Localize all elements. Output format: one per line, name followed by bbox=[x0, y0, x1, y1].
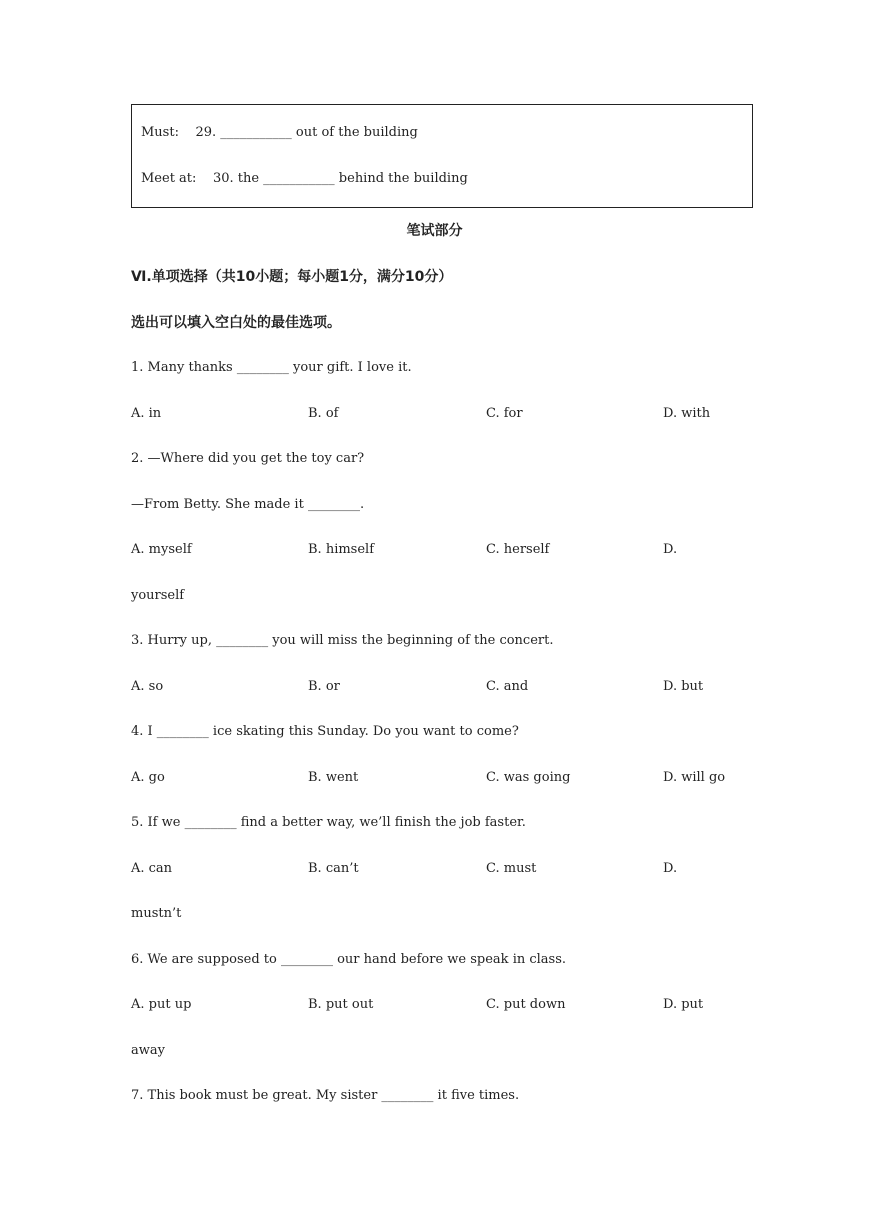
question-6-option-b: B. put out bbox=[308, 997, 374, 1012]
question-3-option-c: C. and bbox=[486, 679, 529, 694]
question-1-option-d: D. with bbox=[663, 406, 711, 421]
question-5-option-a: A. can bbox=[131, 861, 173, 876]
question-2-option-c: C. herself bbox=[486, 542, 550, 557]
question-2-option-d-continued: yourself bbox=[131, 588, 185, 603]
question-2-option-b: B. himself bbox=[308, 542, 375, 557]
question-2-option-d: D. bbox=[663, 542, 678, 557]
instruction: 选出可以填入空白处的最佳选项。 bbox=[131, 315, 341, 331]
question-3-stem: 3. Hurry up, ________ you will miss the beginning of the concert. bbox=[131, 633, 554, 648]
box-row-must: Must: 29. ___________ out of the building bbox=[141, 125, 418, 140]
question-3-option-a: A. so bbox=[131, 679, 164, 694]
question-1-option-a: A. in bbox=[131, 406, 162, 421]
question-5-option-d-continued: mustn’t bbox=[131, 906, 182, 921]
answer-box bbox=[131, 104, 753, 208]
question-1-option-b: B. of bbox=[308, 406, 339, 421]
question-3-option-d: D. but bbox=[663, 679, 704, 694]
question-4-option-a: A. go bbox=[131, 770, 165, 785]
question-7-stem: 7. This book must be great. My sister ________ it five times. bbox=[131, 1088, 520, 1103]
question-6-stem: 6. We are supposed to ________ our hand before we speak in class. bbox=[131, 952, 567, 967]
question-4-option-c: C. was going bbox=[486, 770, 571, 785]
question-4-option-b: B. went bbox=[308, 770, 359, 785]
box-row-meet-at: Meet at: 30. the ___________ behind the building bbox=[141, 171, 468, 186]
question-6-option-d: D. put bbox=[663, 997, 704, 1012]
question-6-option-a: A. put up bbox=[131, 997, 192, 1012]
question-1-stem: 1. Many thanks ________ your gift. I love it. bbox=[131, 360, 412, 375]
question-3-option-b: B. or bbox=[308, 679, 340, 694]
question-5-option-c: C. must bbox=[486, 861, 537, 876]
question-2-stem-1: 2. —Where did you get the toy car? bbox=[131, 451, 365, 466]
question-2-option-a: A. myself bbox=[131, 542, 192, 557]
part-heading: Ⅵ.单项选择（共10小题；每小题1分，满分10分） bbox=[131, 269, 453, 285]
question-4-option-d: D. will go bbox=[663, 770, 726, 785]
question-2-stem-2: —From Betty. She made it ________. bbox=[131, 497, 365, 512]
section-heading: 笔试部分 bbox=[406, 223, 463, 239]
question-6-option-c: C. put down bbox=[486, 997, 566, 1012]
question-5-option-d: D. bbox=[663, 861, 678, 876]
question-1-option-c: C. for bbox=[486, 406, 523, 421]
question-5-option-b: B. can’t bbox=[308, 861, 359, 876]
question-5-stem: 5. If we ________ find a better way, we’ll finish the job faster. bbox=[131, 815, 526, 830]
question-6-option-d-continued: away bbox=[131, 1043, 165, 1058]
question-4-stem: 4. I ________ ice skating this Sunday. Do you want to come? bbox=[131, 724, 519, 739]
